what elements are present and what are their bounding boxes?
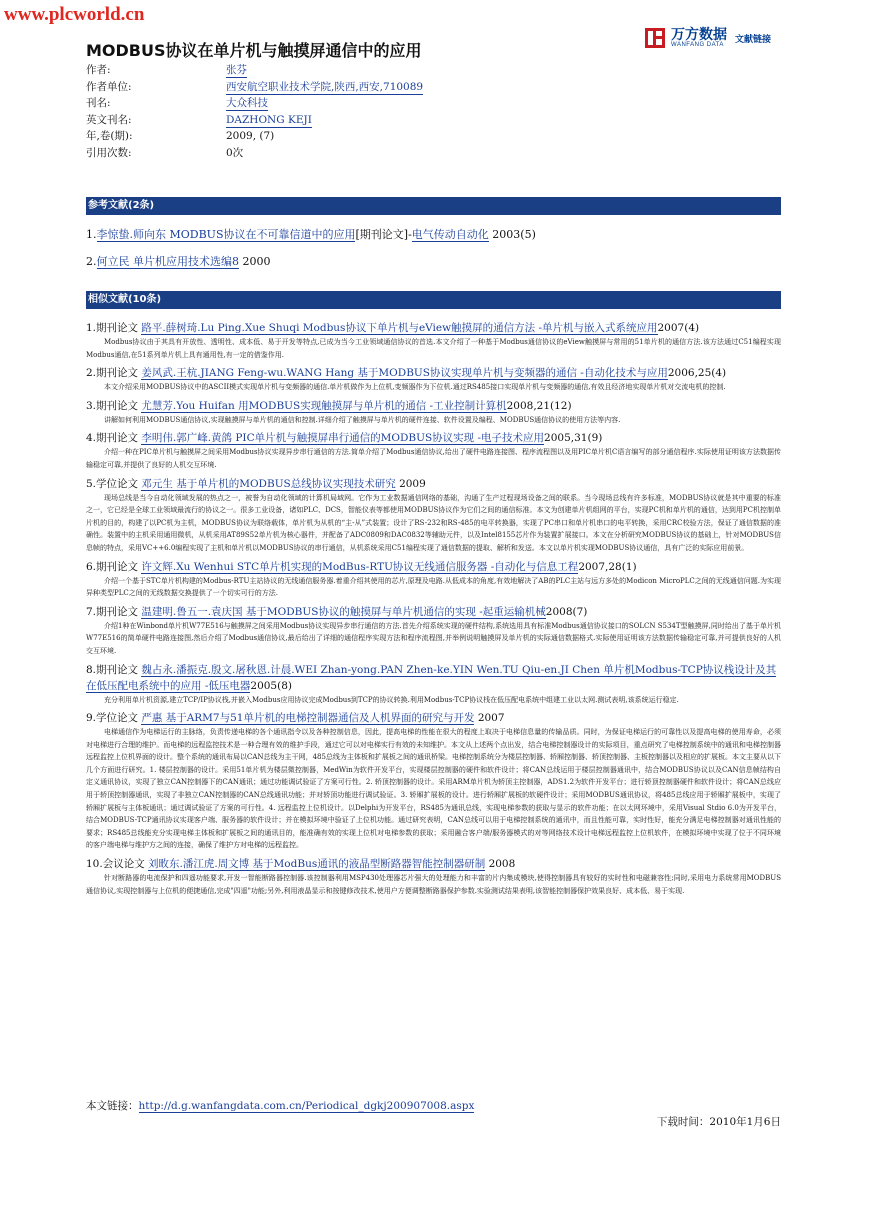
meta-value[interactable]: 大众科技 [226,97,268,109]
similar-item [86,604,781,658]
similar-link[interactable]: 路平.薛树琦.Lu Ping.Xue Shuqi Modbus协议下单片机与eView触摸屏的通信方法 -单片机与嵌入式系统应用 [141,322,658,334]
similar-item [86,476,781,555]
similar-abstract: 针对断路器的电流保护和四遥功能要求,开发一智能断路器控制器.该控制器利用MSP430处理器芯片强大的处理能力和丰富的片内集成模块,使得控制器具有较好的实时性和电磁兼容性;同时,采用电力系统常用MODBUS通信协议,实现控制器与上位机的便捷通信,完成"四遥"功能;另外,利用液晶显示和按键修改技术,使用户方便调整断路器保护参数.实验测试结果表明,该智能控制器保护效果良好、成本低、易于实现. [86,874,781,895]
logo-tag[interactable]: 文献链接 [735,34,772,45]
meta-block [86,62,423,161]
similar-year: 2007 [474,712,505,725]
similar-heading [86,365,781,381]
similar-heading [86,476,781,492]
meta-value[interactable]: DAZHONG KEJI [226,113,312,126]
meta-row [86,128,423,145]
similar-heading [86,398,781,414]
reference-item [86,253,271,269]
similar-item [86,559,781,600]
similar-heading [86,662,781,694]
refs-band: 参考文献(2条) [86,197,781,215]
ref-link[interactable]: 李惊蛰.师向东 MODBUS协议在不可靠信道中的应用 [96,228,356,241]
similar-abstract: 电梯通信作为电梯运行的主脉络，负责传递电梯的各个通讯指令以及各种控制信息，因此，提高电梯的性能在很大的程度上取决于电梯信息量的传输品质。同时，为保证电梯运行的可靠性以及提高电梯的使用寿命，必须对电梯进行合理的维护。而电梯的远程监控技术是一种合理有效的维护手段，通过它可以对电梯实行有效的未知维护。本文从上述两个点出发，结合电梯控制器设计的实际项目，重点研究了电梯控制系统中的通讯和电梯控制器远程监控上位机界面的设计。整个系统的通讯布局以CAN总线为主干网，485总线为主体板和扩展板之间的通讯桥梁。电梯控制系统分为楼层控制器、轿厢控制器、轿顶控制器、主板控制器以及相应的扩展板。本文主要从以下几个方面进行研究。1. 楼层控制器的设计。采用51单片机为楼层微控制器，MedWin为软件开发平台，实现楼层控制器的硬件和软件设计；将CAN总线运用于楼层控制器通讯中，结合MODBUS协议以及CAN信息帧结构自定义通讯协议，实现了独立CAN控制器下的CAN通讯；通过功能调试验证了方案可行性。2. 轿顶控制器的设计。采用ARM单片机为轿顶主控制器，ADS1.2为软件开发平台；进行轿顶控制器硬件和软件设计；将CAN总线应用于轿顶控制器通讯，实现了非独立CAN控制器的CAN总线通讯功能；并对轿顶功能进行调试验证。3. 轿厢扩展板的设计。进行轿厢扩展板的软硬件设计；采用MODBUS通讯协议，将485总线应用于轿厢扩展板中，实现了轿厢扩展板与主体板通讯；通过调试验证了方案的可行性。4. 远程监控上位机设计。以Delphi为开发平台，RS485为通讯总线，实现电梯参数的获取与显示的软件功能；在以太网环境中，采用Visual Stdio 6.0为开发平台，结合MODBUS-TCP通讯协议实现客户端、服务器的软件设计；并在模拟环境中验证了上位机功能。通过研究表明，CAN总线可以用于电梯控制系统的通讯中，而且性能可靠，实时性好，能充分满足电梯控制器对通讯性能的要求；RS485总线能充分实现电梯主体板和扩展板之间的通讯目的，能准确有效的实现上位机对电梯参数的获取；采用融合客户端/服务器模式的对等网络技术设计电梯远程监控上位机软件，在模拟环境中实现了位于不同环境的客户端电梯与维护方之间的连接，确保了维护方对电梯的远程监控。 [86,728,781,850]
similar-abstract: 充分利用单片机资源,建立TCP/IP协议栈,并嵌入Modbus应用协议完成Modbus到TCP的协议转换.利用Modbus-TCP协议栈在低压配电系统中组建工业以太网.测试表明,该系统运行稳定. [104,695,679,704]
footer [86,1098,474,1113]
similar-year: 2007(4) [657,322,700,334]
similar-type: 6.期刊论文 [86,560,142,573]
meta-row [86,112,423,129]
similar-type: 1.期刊论文 [86,322,142,334]
similar-link[interactable]: 邓元生 基于单片机的MODBUS总线协议实现技术研究 [141,477,396,490]
similar-year: 2009 [395,477,426,490]
similar-heading [86,604,781,620]
similar-item [86,320,781,361]
similar-year: 2008,21(12) [506,399,572,412]
similar-item [86,662,781,707]
ref-num: 1. [86,228,97,241]
similar-heading [86,559,781,575]
similar-link[interactable]: 严惠 基于ARM7与51单片机的电梯控制器通信及人机界面的研究与开发 [141,712,475,725]
similar-heading [86,320,781,336]
similar-abstract: 现场总线是当今自动化领域发展的热点之一，被誉为自动化领域的计算机局域网。它作为工业数据通信网络的基础，沟通了生产过程现场设备之间的联系。当今现场总线有许多标准，MODBUS协议就是其中重要的标准之一，它已经是全球工业领域最流行的协议之一。很多工业设备，诸如PLC、DCS，智能仪表等都使用MODBUS协议作为它们之间的通信标准。本文为创建单片机组网的平台，实现PC机和单片机的通信，达到用PC机控制单片机的目的，构建了以PC机为主机，MODBUS协议为联络载体，单片机为从机的“主-从”式装置；设计了RS-232和RS-485的电平转换器，实现了PC串口和单片机串口的电平转换，采用CRC校验方法，保证了通信数据的准确性。装置中的主机采用通用微机，从机采用AT89S52单片机为核心器件，并配备了ADC0809和DAC0832等辅助元件，以及Intel8155芯片作为装置扩展接口。本文在分析研究MODBUS协议的基础上，针对MODBUS信息帧的特点，采用VC++6.0编程实现了主机和单片机以MODBUS协议的串行通信，从机系统采用C51编程实现了通信数据的提取、解析和发送。本文以单片机实现MODBUS协议通信，具有广泛的实际应用前景。 [86,493,781,552]
similar-type: 3.期刊论文 [86,399,142,412]
similar-abstract: 本文介绍采用MODBUS协议中的ASCII模式实现单片机与变频器的通信.单片机做作为上位机,变频器作为下位机.通过RS485接口实现单片机与变频器的通信,有效且经济地实现单片机对交流电机的控制. [104,383,726,392]
similar-abstract: Modbus协议由于其具有开放性、透明性、成本低、易于开发等特点,已成为当今工业领域通信协议的首选.本文介绍了一种基于Modbus通信协议的eView触摸屏与常用的51单片机的通信方法.该方法通过C51编程实现Modbus通信,在51系列单片机上具有通用性,有一定的借鉴作用. [86,338,781,359]
similar-heading [86,856,781,872]
ref-tail: 2003(5) [488,228,536,241]
similar-list [86,320,781,901]
similar-item [86,398,781,427]
meta-value[interactable]: 张芬 [226,64,247,76]
similar-abstract: 介绍一个基于STC单片机构建的Modbus-RTU主站协议的无线通信服务器.着重介绍其使用的芯片,原理及电路.从低成本的角度,有效地解决了AB的PLC主站与远方多处的Modicon MicroPLC之间的无线通信问题.为实现异种类型PLC之间的无线数据交换提供了一个切实可行的方法. [86,576,781,598]
similar-abstract: 介绍1种在Winbond单片机W77E516与触摸屏之间采用Modbus协议实现异步串行通信的方法.首先介绍系统实现的硬件结构,系统选用具有标准Modbus通信协议接口的SOLCN S534T型触摸屏,同时给出了基于单片机W77E516的简单硬件电路连接图,然后介绍了Modbus通信协议,最后给出了详细的通信程序实现方法和程序流程图,并举例说明触摸屏及单片机的实际通信数据格式.实际使用证明该方法数据传输稳定可靠,并可提供良好的人机交互环境. [86,621,781,655]
similar-item [86,710,781,852]
similar-heading [86,710,781,726]
similar-year: 2007,28(1) [578,560,637,573]
similar-year: 2005,31(9) [544,432,603,445]
meta-value: 2009, (7) [226,130,275,142]
meta-value: 0次 [226,146,244,159]
similar-year: 2005(8) [250,679,292,692]
download-time: 下载时间：2010年1月6日 [656,1116,781,1128]
sims-band: 相似文献(10条) [86,291,781,309]
ref-source-link[interactable]: 电气传动自动化 [411,228,489,241]
similar-type: 9.学位论文 [86,712,142,725]
similar-link[interactable]: 温建明.鲁五一.袁庆国 基于MODBUS协议的触摸屏与单片机通信的实现 -起重运输机械 [141,605,546,618]
similar-type: 7.期刊论文 [86,605,142,618]
similar-abstract: 介绍一种在PIC单片机与触摸屏之间采用Modbus协议实现异步串行通信的方法.简单介绍了Modbus通信协议,给出了硬件电路连接图、程序流程图以及用PIC单片机C语言编写的部分通信程序.实际使用证明该方法数据传输稳定可靠,并提供了良好的人机交互环境. [86,448,781,469]
ref-num: 2. [86,255,97,268]
footer-label: 本文链接： [86,1100,139,1112]
similar-link[interactable]: 许文辉.Xu Wenhui STC单片机实现的ModBus-RTU协议无线通信服务器 -自动化与信息工程 [141,560,579,573]
meta-value[interactable]: 西安航空职业技术学院,陕西,西安,710089 [226,80,424,93]
similar-type: 8.期刊论文 [86,663,142,676]
meta-key: 年,卷(期): [86,130,133,142]
similar-link[interactable]: 魏占永.潘振克.殷文.屠秋恩.计晨.WEI Zhan-yong.PAN Zhen-ke.YIN Wen.TU Qiu-en.JI Chen 单片机Modbus-TCP协议栈设计及其在低压配电系统中的应用 -低压电器 [86,663,777,692]
meta-row [86,79,423,96]
meta-row [86,62,423,79]
meta-key: 刊名: [86,97,111,109]
similar-type: 5.学位论文 [86,477,142,490]
meta-row [86,95,423,112]
meta-key: 引用次数: [86,146,132,159]
watermark: www.plcworld.cn [4,4,145,25]
similar-year: 2008(7) [545,605,588,618]
meta-key: 作者单位: [86,80,132,93]
meta-key: 英文刊名: [86,113,132,126]
ref-tail: 2000 [239,255,271,268]
similar-link[interactable]: 刘畋东.潘江虎.周文博 基于ModBus通讯的液晶型断路器智能控制器研制 [148,858,486,871]
similar-year: 2006,25(4) [667,367,727,380]
similar-type: 10.会议论文 [86,858,149,871]
wanfang-logo-icon [645,28,665,48]
similar-item [86,430,781,471]
similar-link[interactable]: 尤慧芳.You Huifan 用MODBUS实现触摸屏与单片机的通信 -工业控制计算机 [141,399,507,412]
similar-type: 4.期刊论文 [86,432,142,445]
similar-item [86,856,781,897]
wanfang-logo[interactable] [645,28,771,48]
similar-link[interactable]: 李明伟.郭广峰.黄鸽 PIC单片机与触摸屏串行通信的MODBUS协议实现 -电子技术应用 [141,432,545,445]
page-title: MODBUS协议在单片机与触摸屏通信中的应用 [86,41,422,60]
meta-key: 作者: [86,64,111,76]
similar-link[interactable]: 姜风武.王杭.JIANG Feng-wu.WANG Hang 基于MODBUS协议实现单片机与变频器的通信 -自动化技术与应用 [141,367,668,380]
ref-mid: [期刊论文]- [355,228,412,241]
similar-type: 2.期刊论文 [86,367,142,380]
similar-abstract: 讲解如何利用MODBUS通信协议,实现触摸屏与单片机的通信和控制.详细介绍了触摸屏与单片机的硬件连接、软件设置及编程、MODBUS通信协议的使用方法等内容. [104,415,621,424]
reference-item [86,226,536,242]
footer-link[interactable]: http://d.g.wanfangdata.com.cn/Periodical_dgkj200907008.aspx [138,1100,475,1112]
meta-row [86,145,423,162]
logo-cn: 万方数据 [671,27,727,43]
ref-link[interactable]: 何立民 单片机应用技术选编8 [96,255,239,268]
similar-heading [86,430,781,446]
similar-year: 2008 [485,858,516,871]
similar-item [86,365,781,394]
logo-en: WANFANG DATA [671,42,724,48]
